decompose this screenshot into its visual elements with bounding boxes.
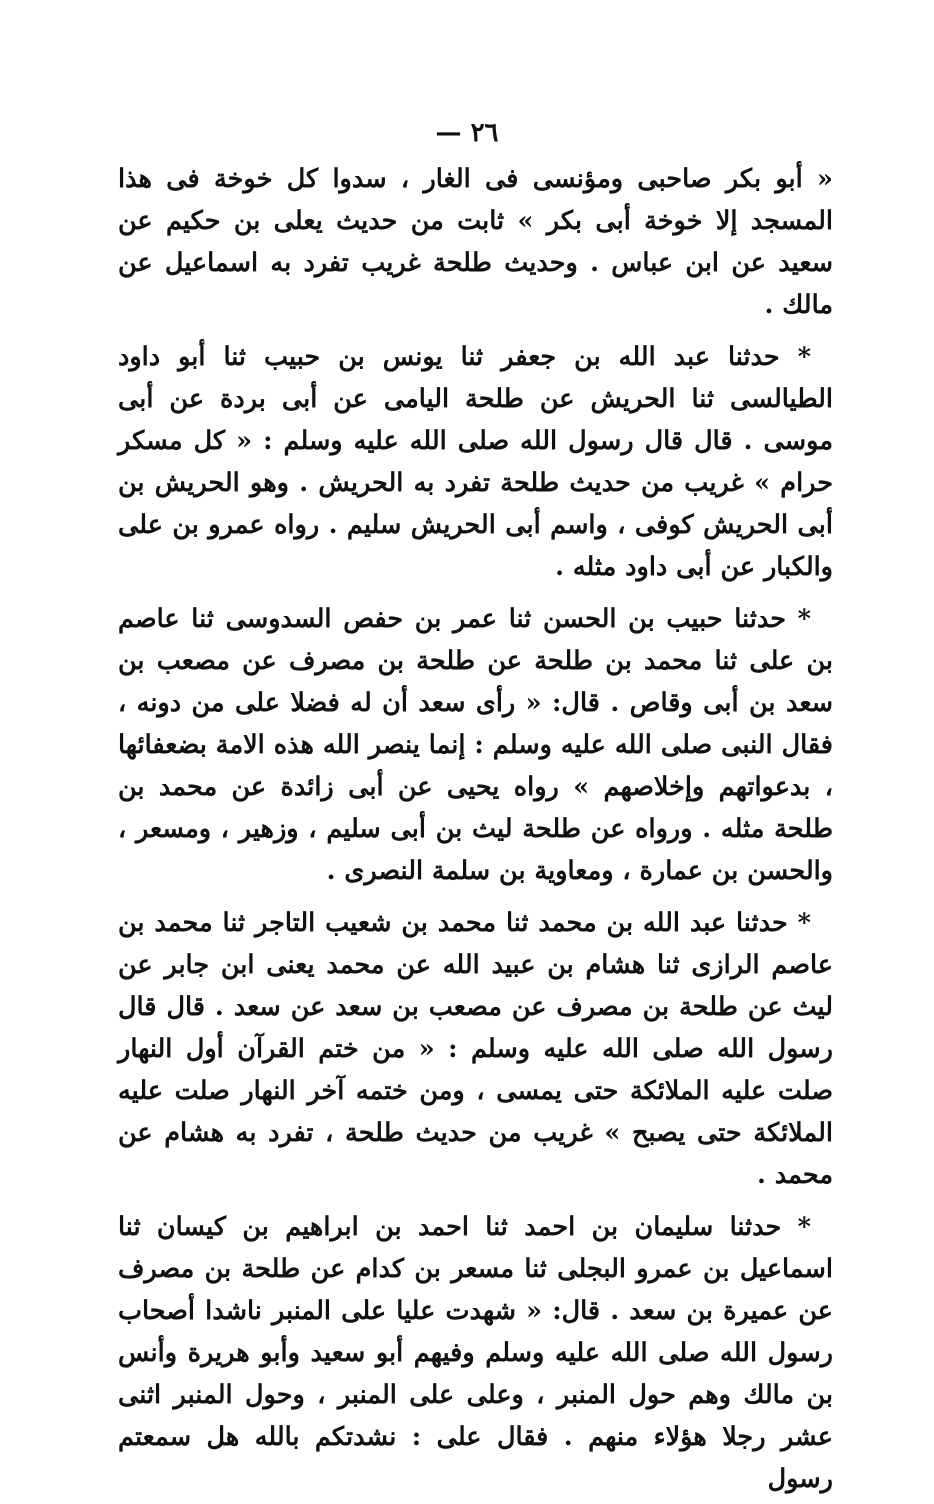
paragraph-1: « أبو بكر صاحبى ومؤنسى فى الغار ، سدوا كل خوخة فى هذا المسجد إلا خوخة أبى بكر » ثابت من حديث يعلى بن حكيم عن سعيد عن ابن عباس . وحديث طلحة غريب تفرد به اسماعيل عن مالك . — [118, 164, 833, 320]
page-body — [118, 158, 833, 1504]
paragraph-4: * حدثنا عبد الله بن محمد ثنا محمد بن شعيب التاجر ثنا محمد بن عاصم الرازى ثنا هشام بن عبيد الله عن محمد يعنى ابن جابر عن ليث عن طلحة بن مصرف عن مصعب بن سعد عن سعد . قال قال رسول الله صلى الله عليه وسلم : « من ختم القرآن أول النهار صلت عليه الملائكة حتى يمسى ، ومن ختمه آخر النهار صلت عليه الملائكة حتى يصبح » غريب من حديث طلحة ، تفرد به هشام عن محمد . — [118, 908, 833, 1190]
paragraph-3: * حدثنا حبيب بن الحسن ثنا عمر بن حفص السدوسى ثنا عاصم بن على ثنا محمد بن طلحة عن طلحة بن مصرف عن مصعب بن سعد بن أبى وقاص . قال: « رأى سعد أن له فضلا على من دونه ، فقال النبى صلى الله عليه وسلم : إنما ينصر الله هذه الامة بضعفائها ، بدعواتهم وإخلاصهم » رواه يحيى عن أبى زائدة عن محمد بن طلحة مثله . ورواه عن طلحة ليث بن أبى سليم ، وزهير ، ومسعر ، والحسن بن عمارة ، ومعاوية بن سلمة النصرى . — [118, 604, 833, 886]
paragraph-5: * حدثنا سليمان بن احمد ثنا احمد بن ابراهيم بن كيسان ثنا اسماعيل بن عمرو البجلى ثنا مسعر بن كدام عن طلحة بن مصرف عن عميرة بن سعد . قال: « شهدت عليا على المنبر ناشدا أصحاب رسول الله صلى الله عليه وسلم وفيهم أبو سعيد وأبو هريرة وأنس بن مالك وهم حول المنبر ، وعلى على المنبر ، وحول المنبر اثنى عشر رجلا هؤلاء منهم . فقال على : نشدتكم بالله هل سمعتم رسول — [118, 1212, 833, 1494]
paragraph-2: * حدثنا عبد الله بن جعفر ثنا يونس بن حبيب ثنا أبو داود الطيالسى ثنا الحريش عن طلحة اليامى عن أبى بردة عن أبى موسى . قال قال رسول الله صلى الله عليه وسلم : « كل مسكر حرام » غريب من حديث طلحة تفرد به الحريش . وهو الحريش بن أبى الحريش كوفى ، واسم أبى الحريش سليم . رواه عمرو بن على والكبار عن أبى داود مثله . — [118, 342, 833, 582]
page-number: — ٢٦ — [435, 118, 499, 148]
